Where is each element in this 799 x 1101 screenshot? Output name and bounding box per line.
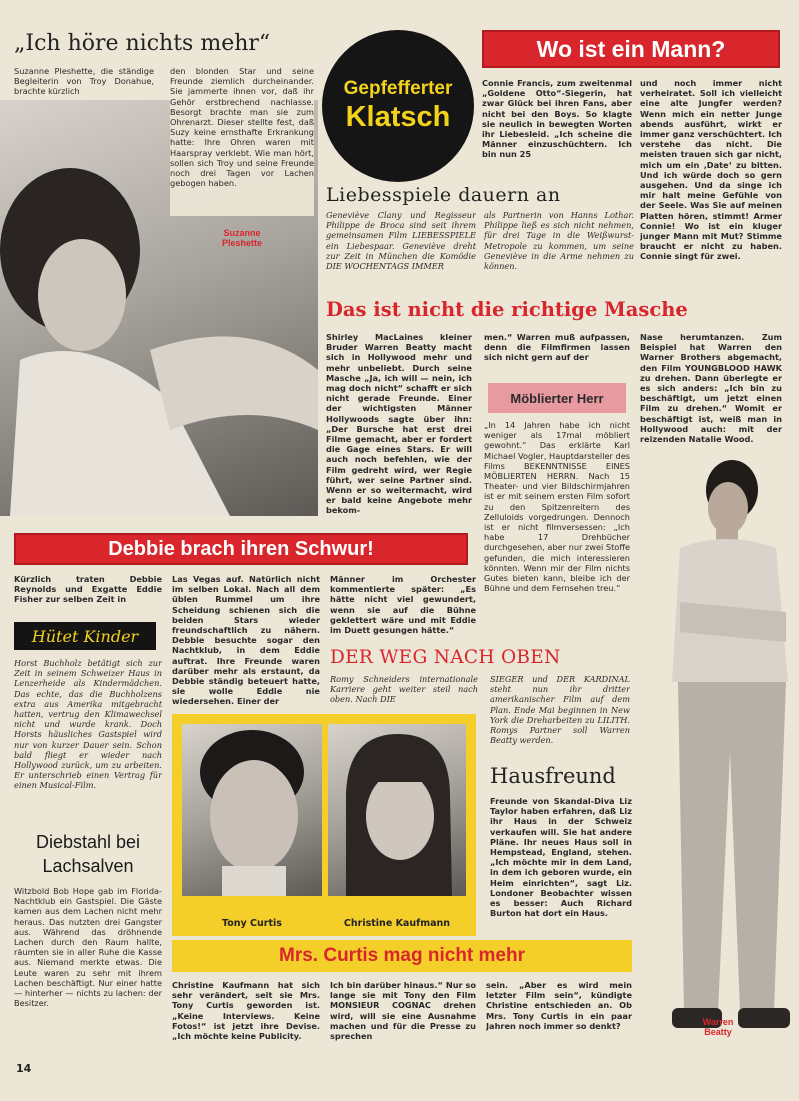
oben-col1: Romy Schneiders internationale Karriere geht weiter steil nach oben. Nach DIE [330, 674, 478, 705]
tony-curtis-photo [182, 724, 322, 896]
masche-headline: Das ist nicht die richtige Masche [326, 298, 688, 321]
christine-kaufmann-photo [328, 724, 466, 896]
debbie-headline: Debbie brach ihren Schwur! [14, 533, 468, 565]
liebesspiele-col1: Geneviève Clany und Regisseur Philippe de Broca sind seit ihrem gemeinsamen Film LIEBESSPIELE ein Liebespaar. Geneviève dreht zur Zeit in München die Komödie DIE WOCHENTAGS IMMER [326, 210, 476, 272]
curtis-col1: Christine Kaufmann hat sich sehr verändert, seit sie Mrs. Tony Curtis geworden ist. „Keine Interviews. Keine Fotos!“ ist jetzt ihre Devise. „Ich möchte keine Publicity. [172, 980, 320, 1042]
klatsch-line2: Klatsch [345, 101, 451, 133]
pleshette-caption: Suzanne Pleshette [221, 228, 263, 248]
diebstahl-text: Witzbold Bob Hope gab im Florida-Nachtklub ein Gastspiel. Die Gäste kamen aus dem Lachen nicht mehr heraus. Das nutzten drei Gangster aus. Während das dröhnende Lachen durch den Raum hallte, räumten sie in aller Ruhe die Kasse aus. Niemand merkte etwas. Die Leute waren zu sehr mit ihrem Lachen beschäftigt. Nur einer hatte — hinterher — nichts zu lachen: der Besitzer. [14, 886, 162, 1009]
curtis-col3: sein. „Aber es wird mein letzter Film sein“, kündigte Christine entschieden an. Ob Mrs. Tony Curtis in ein paar Jahren noch immer so denkt? [486, 980, 632, 1031]
masche-col2b: „In 14 Jahren habe ich nicht weniger als 17mal möbliert gewohnt.“ Das erklärte Karl Michael Vogler, Hauptdarsteller des Films BEKENNTNISSE EINES MÖBLIERTEN HERRN. Nach 15 Theater- und vier Bildschirmjahren ist er mit seinem ersten Film sofort zu den Spitzenreitern des Zelluloids vorgedrungen. Dennoch ist er nicht filmversessen: „Ich habe 17 Drehbücher durchgesehen, aber nur zwei Stoffe gefunden, die mich interessieren könnten. Wenn mir der Film nichts Gutes bieten kann, bleibe ich der Bühne und dem Fernsehen treu.“ [484, 420, 630, 594]
masche-col1: Shirley MacLaines kleiner Bruder Warren Beatty macht sich in Hollywood mehr und mehr unbeliebt. Durch seine Masche „Ja, ich will — nein, ich mag doch nicht“ schafft er sich nicht gerade Freunde. Einer der wichtigsten Männer Hollywoods sagte über ihn: „Der Bursche hat erst drei Filme gemacht, aber er fordert die Gage eines Stars. Er will auch noch befehlen, wie der Film gedreht wird, wer Regie führt, wer seine Partner sind. Wenn er so weitermacht, wird er bald keine Angebote mehr bekom- [326, 332, 472, 516]
warren-caption: Warren Beatty [702, 1017, 734, 1037]
christine-kaufmann-caption: Christine Kaufmann [343, 918, 451, 929]
warren-figure [636, 452, 799, 1042]
mann-headline: Wo ist ein Mann? [482, 30, 780, 68]
debbie-col3: Männer im Orchester kommentierte später: „Es hätte nicht viel gewundert, wenn sie auf die Bühne geklettert wäre und mit Eddie im Duett gesungen hätte.“ [330, 574, 476, 636]
masche-col2a: men.“ Warren muß aufpassen, denn die Filmfirmen lassen sich nicht gern auf der [484, 332, 630, 363]
liebesspiele-col2: als Partnerin von Hanns Lothar. Philippe ließ es sich nicht nehmen, für drei Tage in die Weißwurst-Metropole zu kommen, um seine Geneviève in die Arme nehmen zu können. [484, 210, 634, 272]
curtis-col2: Ich bin darüber hinaus.“ Nur so lange sie mit Tony den Film MONSIEUR COGNAC drehen wird, will sie eine Ausnahme machen und für die Presse zu sprechen [330, 980, 476, 1042]
page-number: 14 [16, 1062, 32, 1075]
tony-curtis-figure [182, 724, 322, 896]
klatsch-line1: Gepfefferter [343, 78, 453, 99]
mann-col2: und noch immer nicht verheiratet. Soll ich vielleicht eine alte Jungfer werden? Wenn mich ein netter Junge abends ausführt, wirkt er immer ganz verschüchtert. Ich verstehe das nicht. Die meisten trauen sich gar nicht, mich um ein ‚Date‘ zu bitten. Und ich würde doch so gern ausgehen. Und da singe ich mir halt meine Gefühle von der Seele. Was Sie auf meinen Platten hören, stimmt! Armer Connie! Wo ist ein kluger junger Mann mit Mut? Stimme braucht er nicht zu haben. Connie singt für zwei. [640, 78, 782, 262]
curtis-headline: Mrs. Curtis mag nicht mehr [172, 940, 632, 972]
oben-headline: DER WEG NACH OBEN [330, 647, 561, 668]
hausfreund-text: Freunde von Skandal-Diva Liz Taylor haben erfahren, daß Liz ihr Haus in der Schweiz verkaufen will. Sie hat andere Pläne. Ihr neues Haus soll in Hempstead, England, stehen. „Ich möchte mir in dem Land, in dem ich geboren wurde, ein Heim einrichten“, sagt Liz. Londoner Beobachter wissen es besser: Auch Richard Burton hat dort ein Haus. [490, 796, 632, 919]
tony-curtis-caption: Tony Curtis [222, 918, 282, 929]
klatsch-badge [322, 30, 474, 182]
debbie-col1: Kürzlich traten Debbie Reynolds und Exgatte Eddie Fisher zur selben Zeit in [14, 574, 162, 605]
kinder-headline: Hütet Kinder [14, 622, 156, 650]
curtis-box [172, 714, 476, 936]
pleshette-col1: Suzanne Pleshette, die ständige Begleiterin von Troy Donahue, brachte kürzlich [14, 66, 154, 97]
warren-photo [636, 452, 799, 1042]
christine-kaufmann-figure [328, 724, 466, 896]
mann-col1: Connie Francis, zum zweitenmal „Goldene Otto“-Siegerin, hat zwar Glück bei ihren Fans, aber nicht bei den Boys. So klagte sie neulich in bewegten Worten ihr Liebesleid. „Ich scheine die Männer einzuschüchtern. Ich bin nun 25 [482, 78, 632, 160]
oben-col2: SIEGER und DER KARDINAL steht nun ihr dritter amerikanischer Film auf dem Plan. Ende Mai beginnen in New York die Dreharbeiten zu LILITH. Romys Partner soll Warren Beatty werden. [490, 674, 630, 746]
masche-col3: Nase herumtanzen. Zum Beispiel hat Warren den Warner Brothers abgemacht, den Film YOUNGBLOOD HAWK zu drehen. Dann überlegte er es sich anders: „Ich bin zu beschäftigt, um jetzt einen Film zu drehen.“ Womit er beschäftigt ist, weiß man in Hollywood auch: mit der reizenden Natalie Wood. [640, 332, 782, 445]
moeblierter-subhead: Möblierter Herr [488, 383, 626, 413]
pleshette-headline: „Ich höre nichts mehr“ [14, 31, 271, 56]
liebesspiele-headline: Liebesspiele dauern an [326, 184, 561, 206]
diebstahl-headline: Diebstahl bei Lachsalven [35, 832, 141, 876]
debbie-col2: Las Vegas auf. Natürlich nicht im selben Lokal. Nach all dem üblen Rummel um ihre Scheidung schienen sich die beiden Stars wieder freundschaftlich zu nähern. Debbie besuchte sogar den Nachtklub, in dem Eddie auftrat. Ihre Freunde waren darüber mehr als erstaunt, da Debbie ständig beteuert hatte, sie wolle Eddie nie wiedersehen. Einer der [172, 574, 320, 707]
kinder-text: Horst Buchholz betätigt sich zur Zeit in seinem Schweizer Haus in Lenzerheide als Kindermädchen. Das echte, das die Buchholzens extra aus Amerika mitgebracht hatten, vertrug den Klimawechsel nicht und wurde krank. Doch Horsts häusliches Gastspiel wird nur von kurzer Dauer sein. Schon bald fliegt er wieder nach Hollywood zurück, um zu arbeiten. Er unterschrieb einen Vertrag für einen Musical-Film. [14, 658, 162, 791]
pleshette-col2: den blonden Star und seine Freunde ziemlich durcheinander. Sie jammerte ihnen vor, daß ihr Gehör erstbrechend nachlasse. Besorgt brachte man sie zum Ohrenarzt. Dieser stellte fest, daß Suzy keine ernsthafte Erkrankung hatte: Ihre Ohren waren mit Haarspray verklebt. Wie man hört, sollen sich Troy und seine Freunde noch drei Tagen vor Lachen gebogen haben. [170, 66, 314, 216]
hausfreund-headline: Hausfreund [490, 764, 616, 788]
